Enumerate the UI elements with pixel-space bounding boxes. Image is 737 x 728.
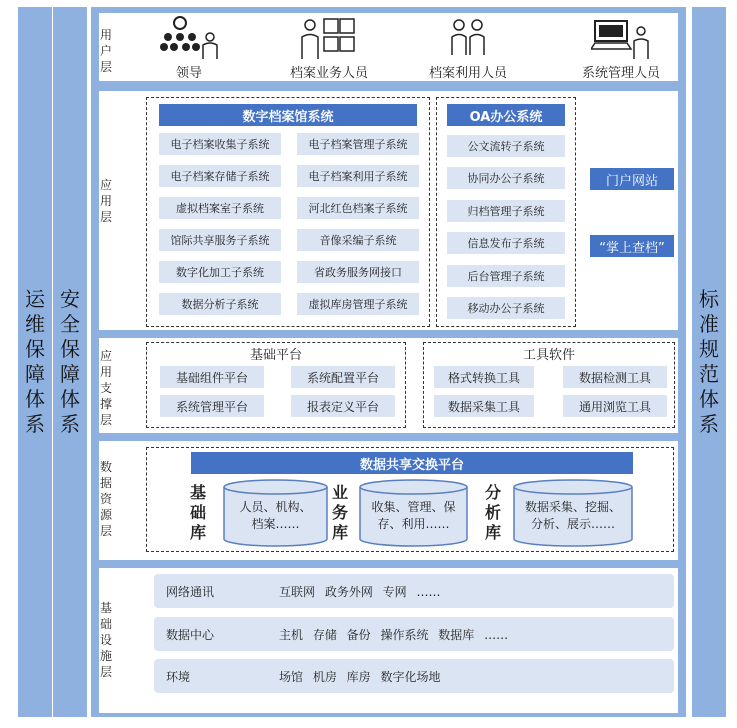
- ops-assurance-label: 运维保障体系: [25, 287, 45, 436]
- business-lib-label: 业务库: [331, 483, 348, 542]
- oa-item-1: 公文流转子系统: [447, 135, 565, 157]
- standards-label: 标准规范体系: [699, 287, 719, 436]
- user-leader: [149, 15, 229, 81]
- oa-title: OA办公系统: [447, 104, 565, 126]
- infra-row-datacenter: [154, 617, 674, 651]
- subsystem-left-2: 电子档案存储子系统: [159, 165, 281, 187]
- computer-admin-icon: [591, 15, 651, 61]
- tools-item-3: 数据采集工具: [434, 395, 534, 417]
- oa-item-5: 后台管理子系统: [447, 265, 565, 287]
- analysis-lib-label: 分析库: [484, 483, 501, 542]
- subsystem-right-2: 电子档案利用子系统: [297, 165, 419, 187]
- analysis-lib-cylinder: [512, 479, 634, 547]
- data-exchange-title: 数据共享交换平台: [191, 452, 633, 474]
- ops-assurance-pillar: [18, 7, 52, 717]
- infra-row-datacenter-items: 主机 存储 备份 操作系统 数据库 ……: [279, 628, 509, 642]
- user-layer: [91, 7, 686, 87]
- subsystem-right-5: 省政务服务网接口: [297, 261, 419, 283]
- business-lib-content: 收集、管理、保存、利用……: [371, 500, 456, 531]
- oa-item-3: 归档管理子系统: [447, 200, 565, 222]
- base-platform-item-3: 系统管理平台: [160, 395, 264, 417]
- subsystem-left-1: 电子档案收集子系统: [159, 133, 281, 155]
- subsystem-left-4: 馆际共享服务子系统: [159, 229, 281, 251]
- support-layer-label: 应用支撑层: [99, 349, 112, 427]
- application-layer: [91, 87, 686, 334]
- tools-item-1: 格式转换工具: [434, 366, 534, 388]
- user-leader-label: 领导: [175, 66, 202, 81]
- infra-layer: [91, 564, 686, 717]
- data-layer-label: 数据资源层: [99, 460, 112, 538]
- infra-row-datacenter-category: 数据中心: [166, 628, 215, 642]
- subsystem-right-4: 音像采编子系统: [297, 229, 419, 251]
- base-lib-label: 基础库: [189, 483, 206, 542]
- user-archive-users-label: 档案利用人员: [428, 66, 507, 81]
- tools-title: 工具软件: [522, 348, 575, 363]
- digital-archive-title: 数字档案馆系统: [159, 104, 417, 126]
- data-layer: [91, 437, 686, 564]
- standards-pillar: [692, 7, 726, 717]
- base-platform-title: 基础平台: [249, 348, 302, 363]
- base-lib-cylinder: [222, 479, 329, 547]
- user-archive-staff-label: 档案业务人员: [289, 66, 368, 81]
- archive-staff-icon: [298, 15, 360, 61]
- infra-row-network-items: 互联网 政务外网 专网 ……: [279, 585, 441, 599]
- analysis-lib-content: 数据采集、挖掘、分析、展示……: [524, 500, 621, 531]
- base-platform-item-2: 系统配置平台: [291, 366, 395, 388]
- support-layer: [91, 334, 686, 437]
- subsystem-left-3: 虚拟档案室子系统: [159, 197, 281, 219]
- user-layer-label: 用户层: [99, 28, 112, 74]
- infra-row-environment-items: 场馆 机房 库房 数字化场地: [279, 670, 441, 684]
- leader-icon: [158, 15, 220, 61]
- application-layer-label: 应用层: [99, 178, 112, 224]
- security-assurance-label: 安全保障体系: [60, 287, 80, 436]
- user-sysadmin-label: 系统管理人员: [581, 66, 660, 81]
- archive-users-icon: [448, 15, 488, 61]
- mobile-archive-query: “掌上查档”: [590, 235, 674, 257]
- base-platform-item-1: 基础组件平台: [160, 366, 264, 388]
- subsystem-right-1: 电子档案管理子系统: [297, 133, 419, 155]
- user-sysadmin: [566, 15, 676, 81]
- user-archive-staff: [274, 15, 384, 81]
- infra-row-network: [154, 574, 674, 608]
- oa-item-6: 移动办公子系统: [447, 297, 565, 319]
- user-archive-users: [413, 15, 523, 81]
- tools-item-2: 数据检测工具: [563, 366, 667, 388]
- tools-item-4: 通用浏览工具: [563, 395, 667, 417]
- subsystem-left-5: 数字化加工子系统: [159, 261, 281, 283]
- subsystem-right-6: 虚拟库房管理子系统: [297, 293, 419, 315]
- base-platform-item-4: 报表定义平台: [291, 395, 395, 417]
- infra-layer-label: 基础设施层: [99, 601, 112, 679]
- oa-item-4: 信息发布子系统: [447, 232, 565, 254]
- infra-row-environment-category: 环境: [166, 670, 191, 684]
- infra-row-network-category: 网络通讯: [166, 585, 215, 599]
- security-assurance-pillar: [53, 7, 87, 717]
- portal-site: 门户网站: [590, 168, 674, 190]
- oa-item-2: 协同办公子系统: [447, 167, 565, 189]
- subsystem-left-6: 数据分析子系统: [159, 293, 281, 315]
- infra-row-environment: [154, 659, 674, 693]
- base-lib-content: 人员、机构、档案……: [239, 500, 312, 531]
- subsystem-right-3: 河北红色档案子系统: [297, 197, 419, 219]
- business-lib-cylinder: [358, 479, 469, 547]
